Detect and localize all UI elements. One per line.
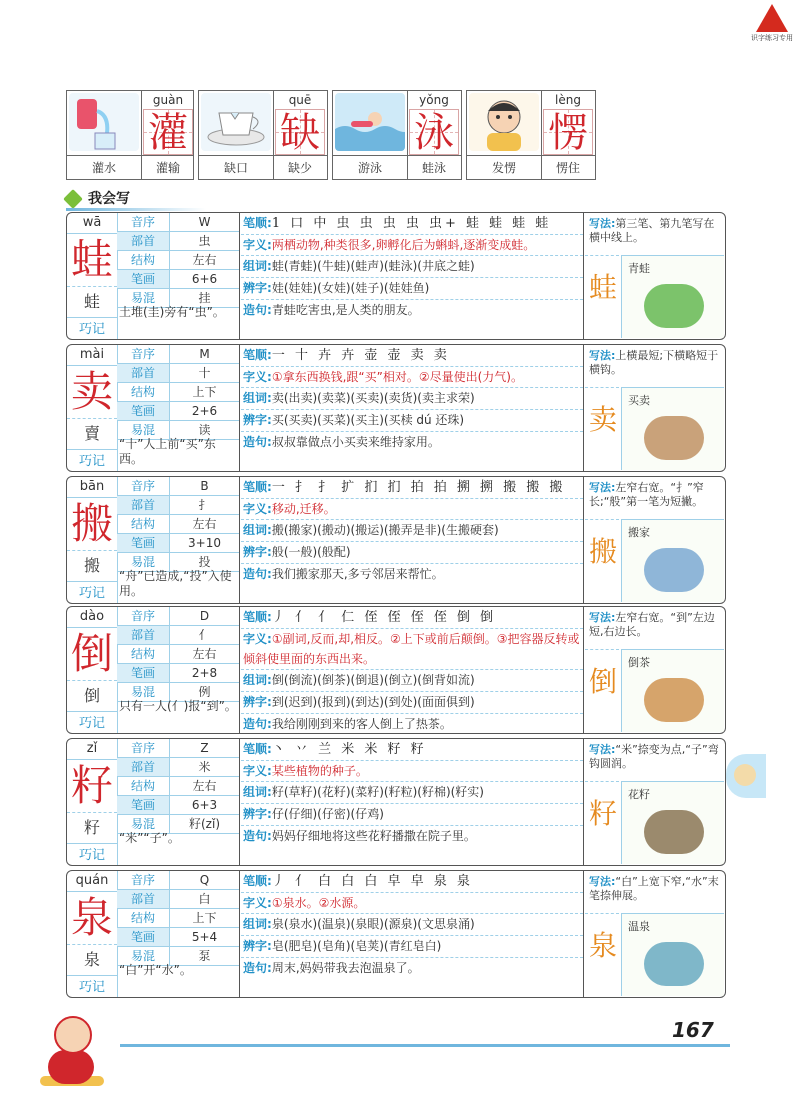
card-word: 游泳 — [357, 161, 382, 175]
yinxu-label: 音序 — [117, 345, 170, 363]
yihun-label: 易混 — [117, 815, 170, 833]
details-column — [241, 871, 583, 997]
bihua-value: 5+4 — [191, 930, 218, 944]
writing-column — [585, 213, 725, 339]
bihua-value: 2+8 — [191, 666, 218, 680]
zuci-text: 籽(草籽)(花籽)(菜籽)(籽粒)(籽棉)(籽实) — [271, 785, 484, 799]
logo-triangle-icon — [756, 4, 788, 32]
side-tab — [726, 754, 766, 798]
yihun-value: 挂 — [198, 291, 211, 305]
bihua-value: 2+6 — [191, 404, 218, 418]
ziyi-text: 某些植物的种子。 — [271, 764, 368, 778]
illustration-caption: 花籽 — [628, 788, 650, 801]
jiegou-value: 左右 — [192, 517, 217, 531]
details-column — [241, 739, 583, 865]
jiegou-value: 左右 — [192, 253, 217, 267]
entry-pinyin: mài — [67, 345, 117, 366]
bianzi-text: 皂(肥皂)(皂角)(皂荚)(青红皂白) — [271, 939, 442, 953]
illustration-picture — [644, 284, 704, 328]
card-pinyin: lèng — [555, 93, 581, 107]
zaoju-text: 我给刚刚到来的客人倒上了热茶。 — [271, 717, 452, 731]
qiaoji-label: 巧记 — [78, 848, 105, 863]
bianzi-text: 仔(仔细)(仔密)(仔鸡) — [271, 807, 384, 821]
bushou-label: 部首 — [117, 758, 170, 776]
yihun-value: 投 — [198, 555, 211, 569]
zaoju-text: 妈妈仔细地将这些花籽播撒在院子里。 — [271, 829, 476, 843]
entry-traditional: 泉 — [67, 945, 117, 976]
info-table — [117, 607, 239, 733]
qiaoji-label: 巧记 — [78, 716, 105, 731]
jiegou-value: 上下 — [192, 911, 217, 925]
xiefa-text: 左窄右宽。“到”左边短,右边长。 — [589, 611, 715, 638]
swimmer-picture — [335, 93, 405, 151]
writing-character: 蛙 — [588, 271, 617, 304]
ziyi-text: ①拿东西换钱,跟“买”相对。②尽量使出(力气)。 — [271, 370, 523, 384]
card-word: 灌水 — [91, 161, 116, 175]
illustration-caption: 买卖 — [628, 394, 650, 407]
xiefa-text: “白”上宽下窄,“水”末笔捺伸展。 — [589, 875, 719, 902]
character-entry — [66, 606, 726, 734]
qiaoji-text: “十”人上前“买”东西。 — [119, 437, 216, 466]
writing-column — [585, 345, 725, 471]
qiaoji-text: “白”开“水”。 — [119, 963, 192, 977]
ziyi-label: 字义: — [243, 370, 272, 384]
xiefa-text: “米”捺变为点,“子”弯钩圆润。 — [589, 743, 719, 770]
ziyi-label: 字义: — [243, 896, 272, 910]
zuci-label: 组词: — [243, 391, 272, 405]
yihun-label: 易混 — [117, 683, 170, 701]
card-word: 缺口 — [223, 161, 248, 175]
publisher-logo — [748, 4, 796, 48]
zaoju-text: 青蛙吃害虫,是人类的朋友。 — [271, 303, 420, 317]
card-character: 泳 — [409, 109, 459, 155]
zaoju-label: 造句: — [243, 961, 272, 975]
zaoju-label: 造句: — [243, 717, 272, 731]
bushou-value: 米 — [198, 760, 211, 774]
bishun-label: 笔顺: — [243, 348, 272, 362]
yihun-value: 例 — [198, 685, 211, 699]
vocab-card — [198, 90, 328, 180]
bianzi-label: 辨字: — [243, 807, 272, 821]
pencil-icon — [63, 189, 83, 209]
stroke-order: 丶 丷 兰 米 米 籽 籽 — [271, 742, 427, 757]
ziyi-text: 两栖动物,种类很多,卵孵化后为蝌蚪,逐渐变成蛙。 — [271, 238, 536, 252]
jiegou-value: 左右 — [192, 779, 217, 793]
vocab-card — [332, 90, 462, 180]
qiaoji-label: 巧记 — [78, 454, 105, 469]
ziyi-text: ①副词,反而,却,相反。②上下或前后颠倒。③把容器反转或倾斜使里面的东西出来。 — [243, 632, 580, 666]
zaoju-label: 造句: — [243, 567, 272, 581]
illustration-picture — [644, 416, 704, 460]
logo-text: 识字练习专用 — [751, 34, 793, 42]
bihua-label: 笔画 — [117, 270, 170, 288]
bushou-value: 虫 — [198, 234, 211, 248]
bianzi-label: 辨字: — [243, 413, 272, 427]
bushou-label: 部首 — [117, 890, 170, 908]
character-entry — [66, 344, 726, 472]
mascot-picture — [34, 1010, 110, 1086]
jiegou-label: 结构 — [117, 909, 170, 927]
yinxu-value: W — [198, 215, 211, 229]
bishun-label: 笔顺: — [243, 610, 272, 624]
yinxu-label: 音序 — [117, 213, 170, 231]
zuci-label: 组词: — [243, 259, 272, 273]
xiefa-text: 上横最短;下横略短于横钩。 — [589, 349, 719, 376]
entry-illustration — [621, 913, 724, 996]
bishun-label: 笔顺: — [243, 742, 272, 756]
bihua-value: 3+10 — [188, 536, 221, 550]
bianzi-label: 辨字: — [243, 695, 272, 709]
stroke-order: 一 十 卉 卉 壶 壶 卖 卖 — [271, 348, 450, 363]
card-word: 灌输 — [155, 161, 180, 175]
jiegou-value: 上下 — [192, 385, 217, 399]
zaoju-label: 造句: — [243, 435, 272, 449]
bishun-label: 笔顺: — [243, 480, 272, 494]
bushou-value: 十 — [198, 366, 211, 380]
zuci-label: 组词: — [243, 785, 272, 799]
character-entry — [66, 870, 726, 998]
zuci-label: 组词: — [243, 673, 272, 687]
ziyi-label: 字义: — [243, 238, 272, 252]
illustration-picture — [644, 942, 704, 986]
bihua-value: 6+3 — [191, 798, 218, 812]
bihua-value: 6+6 — [191, 272, 218, 286]
writing-character: 倒 — [588, 665, 617, 698]
details-column — [241, 607, 583, 733]
yinxu-value: M — [199, 347, 210, 361]
bushou-value: 扌 — [198, 498, 211, 512]
footer-line — [120, 1044, 730, 1047]
info-table — [117, 871, 239, 997]
yinxu-value: D — [199, 609, 210, 623]
bushou-label: 部首 — [117, 626, 170, 644]
page-number: 167 — [672, 1018, 714, 1042]
jiegou-label: 结构 — [117, 777, 170, 795]
writing-character: 卖 — [588, 403, 617, 436]
zuci-text: 泉(泉水)(温泉)(泉眼)(源泉)(文思泉涌) — [271, 917, 475, 931]
ziyi-text: ①泉水。②水源。 — [271, 896, 366, 910]
bianzi-label: 辨字: — [243, 281, 272, 295]
qiaoji-label: 巧记 — [78, 322, 105, 337]
xiefa-text: 左窄右宽。“扌”窄长;“般”第一笔为短撇。 — [589, 481, 704, 508]
zuci-text: 卖(出卖)(卖菜)(买卖)(卖货)(卖主求荣) — [271, 391, 475, 405]
entry-pinyin: zǐ — [67, 739, 117, 760]
card-character: 愣 — [543, 109, 593, 155]
dazed-boy-picture — [469, 93, 539, 151]
ziyi-label: 字义: — [243, 502, 272, 516]
writing-column — [585, 871, 725, 997]
jiegou-label: 结构 — [117, 383, 170, 401]
character-entry — [66, 212, 726, 340]
illustration-caption: 倒茶 — [628, 656, 650, 669]
stroke-order: 丿 亻 亻 仁 侄 侄 侄 侄 倒 倒 — [271, 610, 497, 625]
ziyi-text: 移动,迁移。 — [271, 502, 336, 516]
zuci-text: 倒(倒流)(倒茶)(倒退)(倒立)(倒背如流) — [271, 673, 475, 687]
yinxu-value: Q — [199, 873, 210, 887]
jiegou-label: 结构 — [117, 251, 170, 269]
ziyi-label: 字义: — [243, 632, 272, 646]
illustration-caption: 青蛙 — [628, 262, 650, 275]
yinxu-label: 音序 — [117, 739, 170, 757]
zuci-label: 组词: — [243, 523, 272, 537]
ziyi-label: 字义: — [243, 764, 272, 778]
yihun-value: 读 — [198, 423, 211, 437]
entry-traditional: 籽 — [67, 813, 117, 844]
info-table — [117, 739, 239, 865]
qiaoji-text: “米”“子”。 — [119, 831, 180, 845]
character-entry — [66, 738, 726, 866]
illustration-picture — [644, 678, 704, 722]
entry-traditional: 搬 — [67, 551, 117, 582]
bishun-label: 笔顺: — [243, 874, 272, 888]
writing-column — [585, 607, 725, 733]
character-entry — [66, 476, 726, 604]
entry-character: 籽 — [67, 760, 117, 813]
info-table — [117, 213, 239, 339]
info-table — [117, 477, 239, 603]
xiefa-label: 写法: — [589, 875, 616, 888]
chipped-cup-picture — [201, 93, 271, 151]
section-header — [66, 188, 130, 208]
zuci-label: 组词: — [243, 917, 272, 931]
entry-pinyin: dào — [67, 607, 117, 628]
zuci-text: 蛙(青蛙)(牛蛙)(蛙声)(蛙泳)(井底之蛙) — [271, 259, 475, 273]
bihua-label: 笔画 — [117, 402, 170, 420]
bishun-label: 笔顺: — [243, 216, 272, 230]
xiefa-text: 第三笔、第九笔写在横中线上。 — [589, 217, 715, 244]
details-column — [241, 213, 583, 339]
qiaoji-text: 只有一人(亻)报“到”。 — [119, 699, 237, 713]
xiefa-label: 写法: — [589, 611, 616, 624]
qiaoji-label: 巧记 — [78, 980, 105, 995]
entry-pinyin: wā — [67, 213, 117, 234]
details-column — [241, 345, 583, 471]
yihun-label: 易混 — [117, 553, 170, 571]
bianzi-label: 辨字: — [243, 939, 272, 953]
bianzi-label: 辨字: — [243, 545, 272, 559]
card-character: 灌 — [143, 109, 193, 155]
stroke-order: 1 口 中 虫 虫 虫 虫 虫+ 蛙 蛙 蛙 蛙 — [271, 216, 552, 231]
stroke-order: 一 扌 扌 扩 扪 扪 拍 拍 搠 搠 搬 搬 搬 — [271, 480, 566, 495]
writing-column — [585, 477, 725, 603]
card-word: 缺少 — [287, 161, 312, 175]
illustration-caption: 温泉 — [628, 920, 650, 933]
bianzi-text: 般(一般)(般配) — [271, 545, 351, 559]
jiegou-label: 结构 — [117, 645, 170, 663]
vocab-card — [66, 90, 194, 180]
jiegou-value: 左右 — [192, 647, 217, 661]
yihun-value: 籽(zǐ) — [189, 817, 220, 831]
card-pinyin: quē — [288, 93, 312, 107]
card-character: 缺 — [275, 109, 325, 155]
qiaoji-text: “舟”已造成,“投”入使用。 — [119, 569, 232, 598]
qiaoji-label: 巧记 — [78, 586, 105, 601]
entry-illustration — [621, 387, 724, 470]
entry-illustration — [621, 649, 724, 732]
entry-traditional: 倒 — [67, 681, 117, 712]
bihua-label: 笔画 — [117, 796, 170, 814]
card-word: 愣住 — [555, 161, 580, 175]
jiegou-label: 结构 — [117, 515, 170, 533]
bihua-label: 笔画 — [117, 928, 170, 946]
entry-traditional: 賣 — [67, 419, 117, 450]
bushou-label: 部首 — [117, 496, 170, 514]
yinxu-value: Z — [200, 741, 209, 755]
yihun-value: 泵 — [198, 949, 211, 963]
bushou-value: 亻 — [198, 628, 211, 642]
details-column — [241, 477, 583, 603]
vocabulary-cards — [66, 90, 726, 182]
section-title: 我会写 — [88, 191, 130, 207]
illustration-picture — [644, 548, 704, 592]
entry-traditional: 蛙 — [67, 287, 117, 318]
writing-character: 搬 — [588, 535, 617, 568]
stroke-order: 丿 亻 白 白 白 皁 皁 泉 泉 — [271, 874, 473, 889]
entry-pinyin: quán — [67, 871, 117, 892]
zaoju-label: 造句: — [243, 829, 272, 843]
entry-illustration — [621, 781, 724, 864]
yihun-label: 易混 — [117, 947, 170, 965]
yinxu-value: B — [200, 479, 209, 493]
water-pour-picture — [69, 93, 139, 151]
vocab-card — [466, 90, 596, 180]
yihun-label: 易混 — [117, 421, 170, 439]
bianzi-text: 到(迟到)(报到)(到达)(到处)(面面俱到) — [271, 695, 475, 709]
xiefa-label: 写法: — [589, 743, 616, 756]
card-pinyin: yǒng — [419, 93, 449, 107]
bianzi-text: 买(买卖)(买菜)(买主)(买椟 dú 还珠) — [271, 413, 465, 427]
xiefa-label: 写法: — [589, 349, 616, 362]
bushou-label: 部首 — [117, 232, 170, 250]
writing-character: 泉 — [588, 929, 617, 962]
entry-character: 卖 — [67, 366, 117, 419]
zaoju-text: 我们搬家那天,多亏邻居来帮忙。 — [271, 567, 444, 581]
illustration-picture — [644, 810, 704, 854]
xiefa-label: 写法: — [589, 217, 616, 230]
entry-character: 搬 — [67, 498, 117, 551]
yihun-label: 易混 — [117, 289, 170, 307]
entry-pinyin: bān — [67, 477, 117, 498]
card-word: 发愣 — [491, 161, 516, 175]
entry-character: 蛙 — [67, 234, 117, 287]
card-word: 蛙泳 — [421, 161, 446, 175]
zaoju-text: 叔叔靠做点小买卖来维持家用。 — [271, 435, 440, 449]
yinxu-label: 音序 — [117, 477, 170, 495]
card-pinyin: guàn — [152, 93, 184, 107]
mascot-face-icon — [734, 764, 756, 786]
bushou-label: 部首 — [117, 364, 170, 382]
bianzi-text: 娃(娃娃)(女娃)(娃子)(娃娃鱼) — [271, 281, 430, 295]
zuci-text: 搬(搬家)(搬动)(搬运)(搬弄是非)(生搬硬套) — [271, 523, 499, 537]
entry-illustration — [621, 255, 724, 338]
bihua-label: 笔画 — [117, 534, 170, 552]
qiaoji-text: 土堆(圭)旁有“虫”。 — [119, 305, 225, 319]
bihua-label: 笔画 — [117, 664, 170, 682]
zaoju-text: 周末,妈妈带我去泡温泉了。 — [271, 961, 420, 975]
xiefa-label: 写法: — [589, 481, 616, 494]
writing-column — [585, 739, 725, 865]
yinxu-label: 音序 — [117, 871, 170, 889]
zaoju-label: 造句: — [243, 303, 272, 317]
bushou-value: 白 — [198, 892, 211, 906]
illustration-caption: 搬家 — [628, 526, 650, 539]
entry-character: 倒 — [67, 628, 117, 681]
yinxu-label: 音序 — [117, 607, 170, 625]
entry-illustration — [621, 519, 724, 602]
writing-character: 籽 — [588, 797, 617, 830]
entry-character: 泉 — [67, 892, 117, 945]
info-table — [117, 345, 239, 471]
